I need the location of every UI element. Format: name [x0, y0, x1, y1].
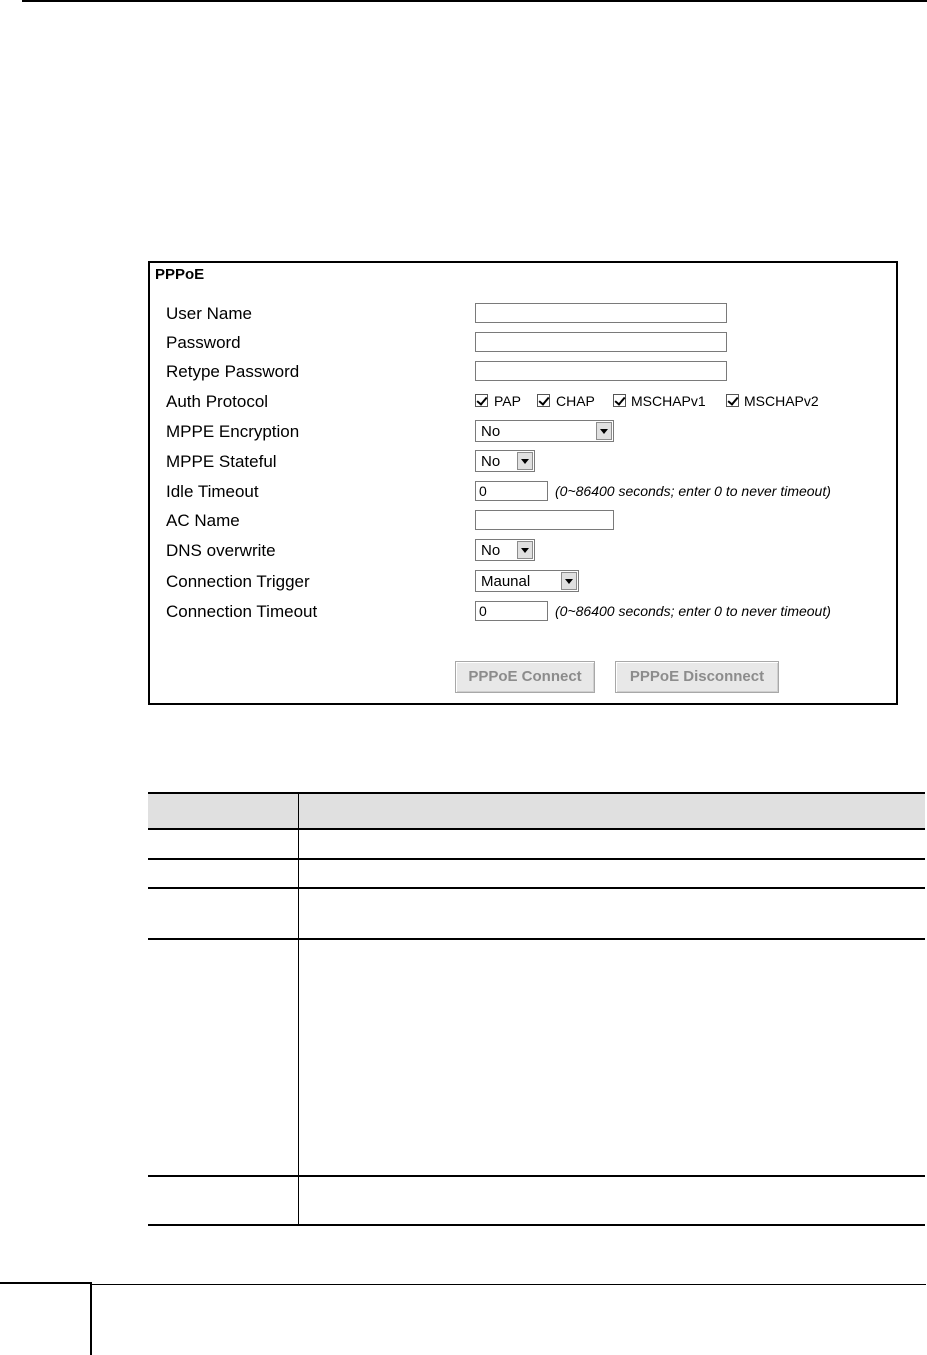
dns-overwrite-value: No	[481, 542, 501, 559]
table-cell	[148, 939, 299, 1176]
mschapv2-label: MSCHAPv2	[744, 393, 819, 409]
ac-name-input[interactable]	[475, 510, 614, 530]
table-row	[148, 939, 925, 1176]
connection-trigger-select[interactable]	[475, 570, 579, 592]
password-label: Password	[166, 333, 241, 352]
row-connection-timeout	[166, 599, 886, 625]
row-retype-password	[166, 359, 886, 385]
row-ac-name	[166, 508, 886, 534]
table-header-cell	[148, 793, 299, 829]
pppoe-disconnect-button[interactable]: PPPoE Disconnect	[615, 661, 779, 693]
table-cell	[148, 829, 299, 859]
chevron-down-icon[interactable]	[596, 422, 612, 440]
footer-rule	[92, 1284, 926, 1285]
connection-trigger-value: Maunal	[481, 573, 531, 590]
dns-overwrite-label: DNS overwrite	[166, 541, 276, 560]
connection-timeout-hint: (0~86400 seconds; enter 0 to never timeout)	[555, 603, 831, 619]
table-header-row	[148, 793, 925, 829]
retype-password-input[interactable]	[475, 361, 727, 381]
pap-checkbox[interactable]	[475, 394, 488, 407]
description-table	[148, 792, 925, 1226]
idle-timeout-hint: (0~86400 seconds; enter 0 to never timeout)	[555, 483, 831, 499]
idle-timeout-label: Idle Timeout	[166, 482, 259, 501]
row-auth-protocol	[166, 389, 886, 415]
table-cell	[148, 888, 299, 939]
table-cell	[299, 859, 926, 888]
row-dns-overwrite	[166, 538, 886, 564]
table-cell	[148, 1176, 299, 1225]
row-user-name	[166, 301, 886, 327]
table-cell	[299, 888, 926, 939]
mppe-encryption-value: No	[481, 423, 501, 440]
chevron-down-icon[interactable]	[517, 541, 533, 559]
ac-name-label: AC Name	[166, 511, 240, 530]
chap-label: CHAP	[556, 393, 595, 409]
auth-protocol-label: Auth Protocol	[166, 392, 269, 411]
user-name-label: User Name	[166, 304, 252, 323]
password-input[interactable]	[475, 332, 727, 352]
pap-label: PAP	[494, 393, 521, 409]
mppe-stateful-label: MPPE Stateful	[166, 452, 277, 471]
panel-title: PPPoE	[155, 266, 205, 283]
retype-password-label: Retype Password	[166, 362, 300, 381]
header-rule	[22, 0, 927, 2]
row-mppe-stateful	[166, 449, 886, 475]
user-name-input[interactable]	[475, 303, 727, 323]
table-row	[148, 829, 925, 859]
table-row	[148, 1176, 925, 1225]
page-number-box	[0, 1282, 92, 1355]
row-password	[166, 330, 886, 356]
connection-timeout-input[interactable]: 0	[475, 601, 548, 621]
connection-timeout-label: Connection Timeout	[166, 602, 318, 621]
row-idle-timeout	[166, 479, 886, 505]
table-header-cell	[299, 793, 926, 829]
chap-checkbox[interactable]	[537, 394, 550, 407]
connection-trigger-label: Connection Trigger	[166, 572, 310, 591]
mppe-stateful-value: No	[481, 453, 501, 470]
mppe-stateful-select[interactable]	[475, 450, 535, 472]
chevron-down-icon[interactable]	[517, 452, 533, 470]
table-row	[148, 859, 925, 888]
row-connection-trigger	[166, 569, 886, 595]
mschapv2-checkbox[interactable]	[726, 394, 739, 407]
mschapv1-checkbox[interactable]	[613, 394, 626, 407]
dns-overwrite-select[interactable]	[475, 539, 535, 561]
table-cell	[299, 829, 926, 859]
mschapv1-label: MSCHAPv1	[631, 393, 706, 409]
mppe-encryption-label: MPPE Encryption	[166, 422, 300, 441]
mppe-encryption-select[interactable]	[475, 420, 614, 442]
table-row	[148, 888, 925, 939]
pppoe-connect-button[interactable]: PPPoE Connect	[455, 661, 595, 693]
row-mppe-encryption	[166, 419, 886, 445]
chevron-down-icon[interactable]	[561, 572, 577, 590]
table-cell	[299, 939, 926, 1176]
table-cell	[148, 859, 299, 888]
idle-timeout-input[interactable]: 0	[475, 481, 548, 501]
pppoe-panel	[148, 261, 898, 705]
table-cell	[299, 1176, 926, 1225]
